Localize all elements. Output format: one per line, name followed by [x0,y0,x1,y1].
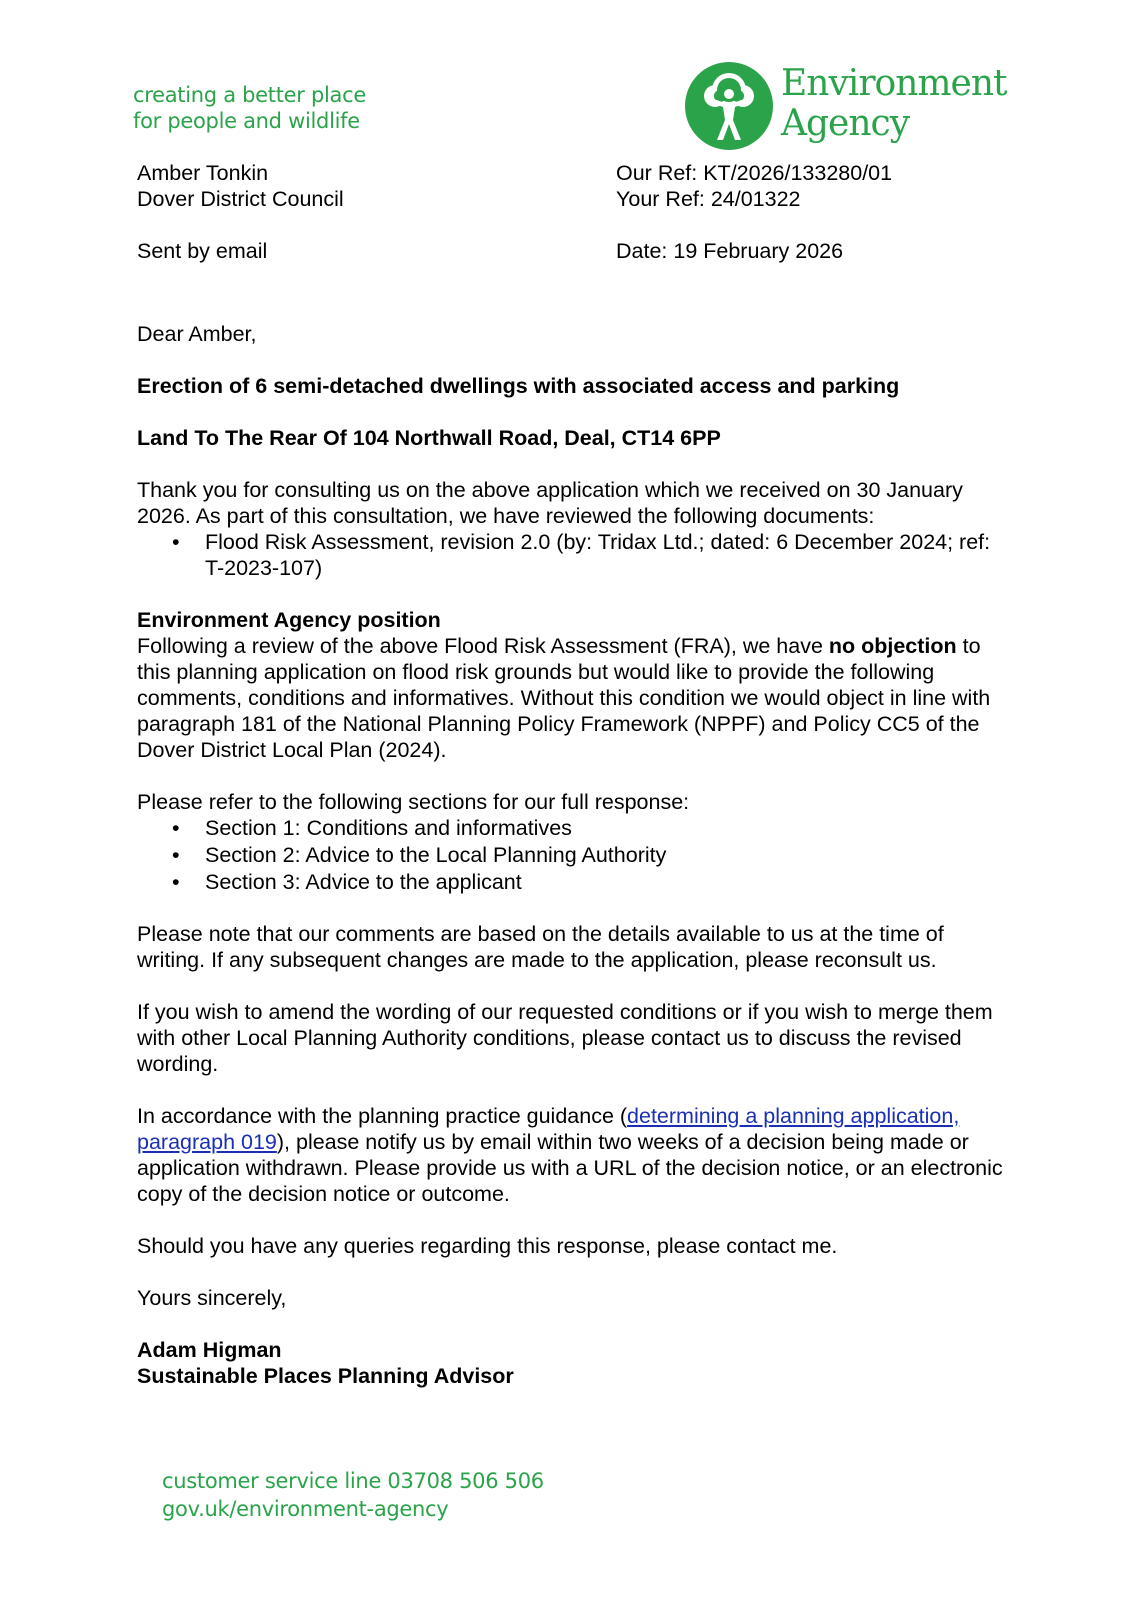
tagline-line-2: for people and wildlife [133,109,360,133]
recipient-name: Amber Tonkin [137,161,269,185]
queries-paragraph: Should you have any queries regarding this response, please contact me. [137,1234,838,1258]
sections-list [137,815,1007,895]
list-item: • Section 1: Conditions and informatives [137,815,1007,841]
customer-service-line: customer service line 03708 506 506 [162,1469,544,1493]
list-item: • Section 2: Advice to the Local Planning Authority [137,842,1007,868]
guidance-link[interactable]: determining a planning application, paragraph 019 [137,1104,960,1154]
position-text-1: Following a review of the above Flood Risk Assessment (FRA), we have [137,634,829,658]
no-objection-text: no objection [828,634,957,658]
list-item: • Flood Risk Assessment, revision 2.0 (by: Tridax Ltd.; dated: 6 December 2024; ref: T-2023-107) [137,529,1007,581]
sections-intro: Please refer to the following sections for our full response: [137,790,690,814]
guidance-pre: In accordance with the planning practice guidance ( [137,1104,628,1128]
list-item: • Section 3: Advice to the applicant [137,869,1007,895]
tagline [133,82,366,134]
site-address: Land To The Rear Of 104 Northwall Road, Deal, CT14 6PP [137,426,721,450]
document-list [137,529,1007,581]
intro-paragraph: Thank you for consulting us on the above application which we received on 30 January 2026. As part of this consultation, we have reviewed the following documents: [137,478,963,528]
position-heading: Environment Agency position [137,608,441,632]
reference-block [616,160,892,264]
website: gov.uk/environment-agency [162,1497,449,1521]
recipient-block [137,160,344,264]
letter-body [137,321,1007,1389]
environment-agency-logo [683,56,1013,156]
your-ref: Your Ref: 24/01322 [616,187,801,211]
amend-paragraph: If you wish to amend the wording of our requested conditions or if you wish to merge them with other Local Planning Authority conditions, please contact us to discuss the revised wording. [137,1000,993,1076]
signatory-name: Adam Higman [137,1338,282,1362]
guidance-post: ), please notify us by email within two weeks of a decision being made or application withdrawn. Please provide us with a URL of the decision notice, or an electronic copy of the decision notice or outcome. [137,1130,1003,1206]
logo-line-2: Agency [781,103,910,144]
guidance-paragraph [137,1103,1007,1207]
subject-heading: Erection of 6 semi-detached dwellings with associated access and parking [137,374,900,398]
position-paragraph [137,633,1007,763]
footer [162,1467,544,1523]
position-text-2: to this planning application on flood risk grounds but would like to provide the following comments, conditions and informatives. Without this condition we would object in line with paragraph 181 of the National Planning Policy Framework (NPPF) and Policy CC5 of the Dover District Local Plan (2024). [137,634,991,762]
letter-date: Date: 19 February 2026 [616,239,844,263]
signatory-title: Sustainable Places Planning Advisor [137,1364,514,1388]
delivery-method: Sent by email [137,239,268,263]
tagline-line-1: creating a better place [133,83,366,107]
tree-person-logo-icon [683,60,775,152]
salutation: Dear Amber, [137,322,257,346]
logo-line-1: Environment [781,63,1007,104]
closing: Yours sincerely, [137,1286,287,1310]
logo-wordmark [781,64,1006,144]
note-paragraph: Please note that our comments are based on the details available to us at the time of writing. If any subsequent changes are made to the application, please reconsult us. [137,922,944,972]
recipient-organisation: Dover District Council [137,187,344,211]
our-ref: Our Ref: KT/2026/133280/01 [616,161,893,185]
